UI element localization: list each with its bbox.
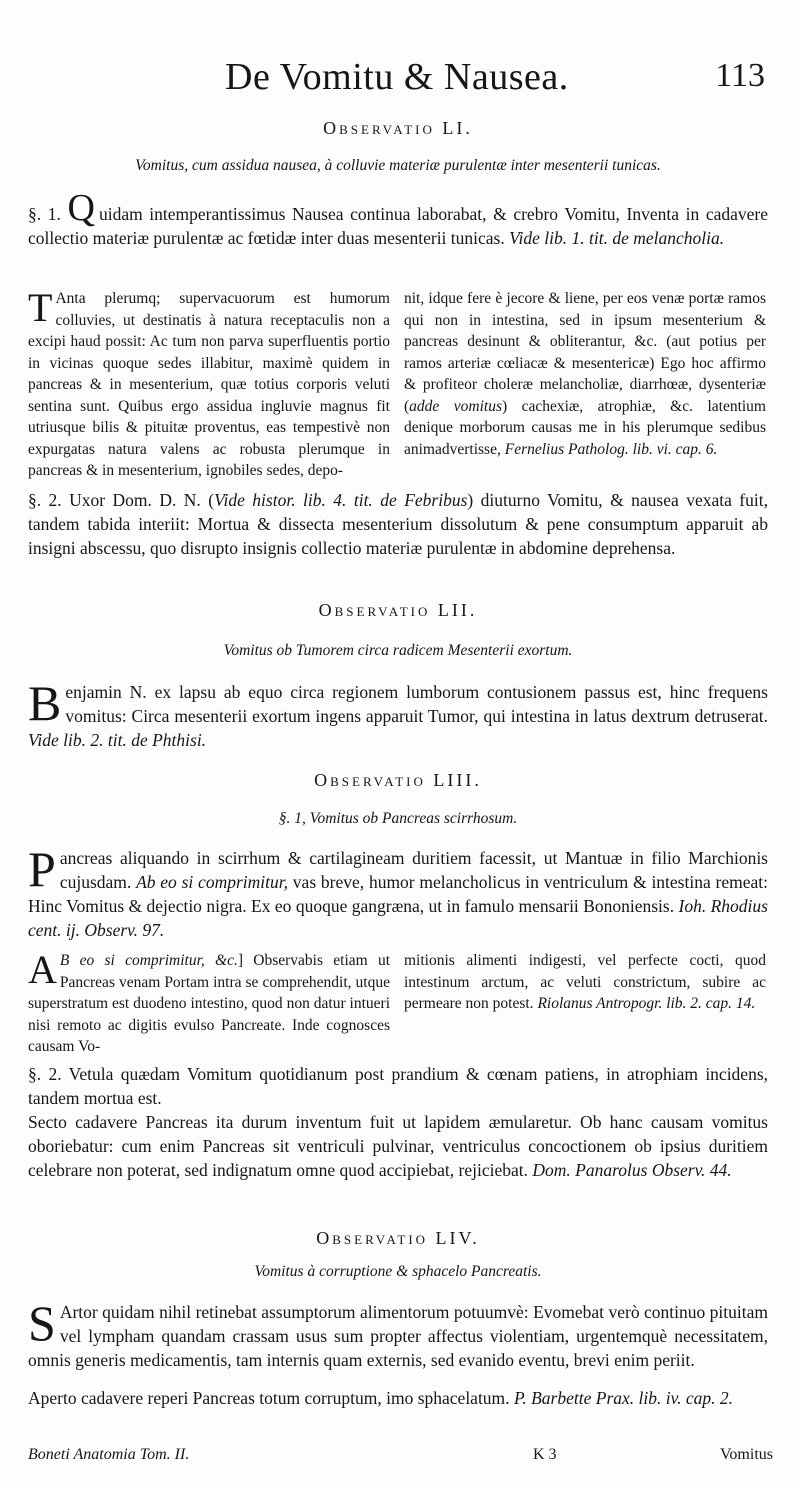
col53-left-text: ] Observabis etiam ut Pancreas venam Portam intra se comprehendit, utque superstratum est duodeno intestino, quod non datur intueri nisi remoto ac digitis evulso Pancreate. Inde cognosces causam Vo-	[28, 952, 391, 1055]
obs52-text: enjamin N. ex lapsu ab equo circa regionem lumborum contusionem passus est, hinc frequens vomitus: Circa mesenterii exortum ingens apparuit Tumor, qui intestina in latus dextrum detruserat.	[65, 682, 768, 726]
obs53-heading: Observatio LIII.	[314, 770, 482, 790]
obs51-subtitle: Vomitus, cum assidua nausea, à colluvie materiæ purulentæ inter mesenterii tunicas.	[135, 157, 661, 174]
catchword: Vomitus	[719, 1446, 773, 1463]
obs53-s2-mark: §. 2.	[28, 1064, 62, 1084]
obs54-body	[28, 1295, 768, 1372]
s2-b: ) diuturno Vomitu, & nausea vexata fuit, tandem tabida interiit: Mortua & dissecta mesenterium dissolutum & pene consumptum apparuit ab insigni abscessu, quo disrupto insignis collectio materiæ purulentæ in abdomine deprehensa.	[28, 490, 768, 558]
obs51-s1	[28, 187, 769, 268]
s1-ref: Vide lib. 1. tit. de melancholia.	[509, 228, 725, 248]
dropcap-t: T	[28, 285, 53, 330]
col-right-it: adde vomitus	[409, 397, 502, 415]
obs53-s2-text2: Secto cadavere Pancreas ita durum inventum fuit ut lapidem æmularetur. Ob hanc causam vomitus oboriebatur: cum enim Pancreas sit ventriculi pulvinar, ventriculus concoctionem ob ipsius duritiem celebrare non poterat, sed indignatum omne quod accipiebat, rejiciebat.	[28, 1112, 768, 1180]
col53-left-it: B eo si comprimitur, &c.	[59, 952, 238, 969]
s1-text: uidam intemperantissimus Nausea continua laborabat, & crebro Vomitu, Inventa in cadavere collectio materiæ purulentæ ac fœtidæ inter duas mesenterii tunicas.	[28, 204, 769, 248]
obs51-col-right	[404, 288, 766, 460]
obs52-ref: Vide lib. 2. tit. de Phthisi.	[28, 730, 207, 750]
dropcap-b: B	[28, 675, 62, 731]
obs52-body	[28, 675, 768, 752]
s2-ref: Vide histor. lib. 4. tit. de Febribus	[214, 490, 468, 510]
obs53-text-it: Ab eo si comprimitur,	[136, 872, 288, 892]
obs54-heading: Observatio LIV.	[316, 1228, 480, 1248]
obs54-text: Artor quidam nihil retinebat assumptorum alimentorum potuumvè: Evomebat verò continuo pituitam vel lympham quandam crassam usus sum propter affectus violentiam, urgentemquè necessitatem, omnis generis medicamentis, tam internis quam externis, sed evanido eventu, brevi enim periit.	[28, 1302, 768, 1370]
obs53-col-right	[404, 950, 766, 1015]
obs53-s2	[28, 1062, 768, 1110]
s2-a: Uxor Dom. D. N. (	[69, 490, 215, 510]
obs53-s2-ref: Dom. Panarolus Observ. 44.	[532, 1160, 732, 1180]
obs53-body	[28, 841, 768, 942]
obs53-s2-text: Vetula quædam Vomitum quotidianum post prandium & cœnam patiens, in atrophiam incidens, tandem mortua est.	[28, 1064, 769, 1108]
obs54-body2	[28, 1386, 768, 1410]
footer-book-title: Boneti Anatomia Tom. II.	[28, 1446, 190, 1463]
col-right-a: nit, idque fere è jecore & liene, per eos venæ portæ ramos qui non in intestina, sed in ipsum mesenterium & pancreas desinunt & obliterantur, &c. (aut potius per ramos arteriæ cœliacæ & mesentericæ) Ego hoc affirmo & profiteor choleræ melancholiæ, diarrhœæ, dysenteriæ (	[404, 290, 766, 415]
obs53-s2-cont	[28, 1110, 768, 1182]
obs53-ref: Ioh. Rhodius cent. ij. Observ. 97.	[28, 896, 768, 940]
obs53-subtitle: §. 1, Vomitus ob Pancreas scirrhosum.	[278, 810, 518, 827]
dropcap-p: P	[28, 841, 56, 897]
obs52-heading: Observatio LII.	[318, 600, 478, 620]
obs52-subtitle: Vomitus ob Tumorem circa radicem Mesenterii exortum.	[223, 642, 573, 659]
col53-right-text: mitionis alimenti indigesti, vel perfecte cocti, quod intestinum arctum, ac veluti constrictum, subire ac permeare non potest.	[404, 952, 766, 1012]
col-right-ref: Fernelius Patholog. lib. vi. cap. 6.	[504, 440, 718, 458]
running-title: De Vomitu & Nausea.	[225, 56, 569, 98]
signature-mark: K 3	[533, 1446, 557, 1463]
obs53-col-left	[28, 947, 391, 1058]
obs54-text2: Aperto cadavere reperi Pancreas totum corruptum, imo sphacelatum.	[28, 1388, 510, 1408]
obs51-s2	[28, 488, 768, 560]
obs54-ref: P. Barbette Prax. lib. iv. cap. 2.	[513, 1388, 733, 1408]
dropcap-q: Q	[67, 187, 95, 229]
s1-mark: §. 1.	[28, 204, 61, 224]
col-right-b: ) cachexiæ, atrophiæ, &c. latentium denique morborum causas me in his plerumque sedibus animadvertisse,	[404, 397, 766, 458]
obs51-heading: Observatio LI.	[323, 118, 473, 138]
col53-right-ref: Riolanus Antropogr. lib. 2. cap. 14.	[537, 995, 756, 1012]
obs51-col-left	[28, 285, 390, 482]
running-header	[0, 55, 800, 103]
obs54-subtitle: Vomitus à corruptione & sphacelo Pancreatis.	[254, 1263, 542, 1280]
obs53-text-b: vas breve, humor melancholicus in ventriculum & intestina remeat: Hinc Vomitus & dejectio nigra. Ex eo quoque gangræna, ut in famulo mensarii Bononiensis.	[28, 872, 768, 916]
page-number: 113	[715, 57, 765, 94]
dropcap-s: S	[28, 1295, 56, 1351]
obs53-text-a: ancreas aliquando in scirrhum & cartilagineam duritiem facessit, ut Mantuæ in filio Marchionis cujusdam.	[59, 848, 768, 892]
s2-mark: §. 2.	[28, 490, 62, 510]
dropcap-a: A	[28, 947, 57, 992]
col-left-text: Anta plerumq; supervacuorum est humorum colluvies, ut destinatis à natura receptaculis non a excipi haud possit: Ac tum non parva superfluentis portio in vicinas quoque sedes illabitur, maximè quidem in pancreas & in mesenterium, quæ totius corporis veluti sentina sunt. Quibus ergo assidua ingluvie magnus fit utriusque bilis & pituitæ proventus, eas tempestivè non expurgatas natura valens ac robusta plerumque in pancreas & in mesenterium, ignobiles sedes, depo-	[28, 290, 390, 479]
